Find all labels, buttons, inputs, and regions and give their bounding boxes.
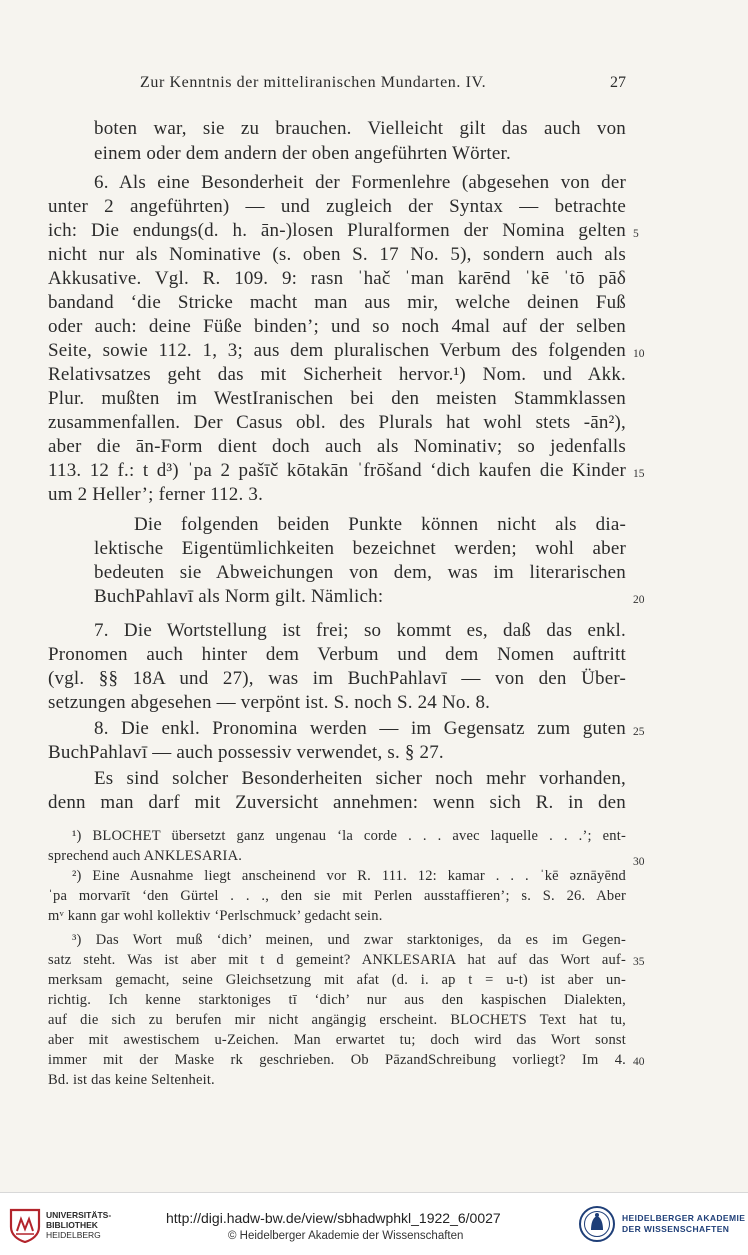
text-line: Seite, sowie 112. 1, 3; aus dem pluralischen Verbum des folgenden xyxy=(48,340,626,361)
text-line: lektische Eigentümlichkeiten bezeichnet werden; wohl aber xyxy=(94,538,626,559)
footnote-line: satz steht. Was ist aber mit t d gemeint? ANKLESARIA hat auf das Wort auf- xyxy=(48,952,626,968)
text-line: 8. Die enkl. Pronomina werden — im Gegensatz zum guten xyxy=(94,718,626,739)
text-line: einem oder dem andern der oben angeführten Wörter. xyxy=(94,143,511,164)
text-line: Es sind solcher Besonderheiten sicher noch mehr vorhanden, xyxy=(94,768,626,789)
text-line: oder auch: deine Füße binden’; und so noch 4mal auf der selben xyxy=(48,316,626,337)
library-shield-icon xyxy=(8,1207,42,1243)
text-line: BuchPahlavī — auch possessiv verwendet, s. § 27. xyxy=(48,742,444,763)
footnote-line: auf die sich zu berufen mir nicht angängig erscheint. BLOCHETS Text hat tu, xyxy=(48,1012,626,1028)
text-line: Plur. mußten im WestIranischen bei den meisten Stammklassen xyxy=(48,388,626,409)
footnote-line: ³) Das Wort muß ‘dich’ meinen, und zwar starktoniges, da es im Gegen- xyxy=(72,932,626,948)
line-number: 5 xyxy=(633,228,639,240)
copyright-notice: © Heidelberger Akademie der Wissenschaften xyxy=(228,1230,464,1242)
running-title: Zur Kenntnis der mitteliranischen Mundarten. IV. xyxy=(140,74,487,91)
footnote-line: merksam gemacht, seine Gleichsetzung mit afat (d. i. ap t = u-t) ist aber un- xyxy=(48,972,626,988)
footnote-line: sprechend auch ANKLESARIA. xyxy=(48,848,243,864)
text-line: 6. Als eine Besonderheit der Formenlehre (abgesehen von der xyxy=(94,172,626,193)
text-line: Pronomen auch hinter dem Verbum und dem Nomen auftritt xyxy=(48,644,626,665)
line-number: 25 xyxy=(633,726,645,738)
text-line: bandand ‘die Stricke macht man aus mir, welche deinen Fuß xyxy=(48,292,626,313)
permalink-url[interactable]: http://digi.hadw-bw.de/view/sbhadwphkl_1922_6/0027 xyxy=(166,1210,501,1226)
line-number: 40 xyxy=(633,1056,645,1068)
text-line: aber die ān-Form dient doch auch als Nominativ; so jedenfalls xyxy=(48,436,626,457)
text-line: um 2 Heller’; ferner 112. 3. xyxy=(48,484,264,505)
text-line: setzungen abgesehen — verpönt ist. S. noch S. 24 No. 8. xyxy=(48,692,491,713)
text-line: unter 2 angeführten) — und zugleich der Syntax — betrachte xyxy=(48,196,626,217)
text-line: BuchPahlavī als Norm gilt. Nämlich: xyxy=(94,586,384,607)
text-line: (vgl. §§ 18A und 27), was im BuchPahlavī — von den Über- xyxy=(48,668,626,689)
footnote-line: ²) Eine Ausnahme liegt anscheinend vor R. 111. 12: kamar . . . ˈkē əznāyēnd xyxy=(72,868,626,884)
academy-name: HEIDELBERGER AKADEMIE DER WISSENSCHAFTEN xyxy=(622,1213,746,1234)
text-line: Die folgenden beiden Punkte können nicht als dia- xyxy=(134,514,626,535)
footnote-line: mᵛ kann gar wohl kollektiv ‘Perlschmuck’ gedacht sein. xyxy=(48,908,383,924)
text-line: nicht nur als Nominative (s. oben S. 17 No. 5), sondern auch als xyxy=(48,244,626,265)
footnote-line: immer mit der Maske rk geschrieben. Ob PāzandSchreibung vorliegt? Im 4. xyxy=(48,1052,626,1068)
academy-seal-icon xyxy=(578,1205,616,1243)
library-name: UNIVERSITÄTS- BIBLIOTHEK HEIDELBERG xyxy=(46,1210,112,1240)
viewer-footer xyxy=(0,1192,748,1255)
text-line: ich: Die endungs(d. h. ān-)losen Pluralformen der Nomina gelten xyxy=(48,220,626,241)
text-line: bedeuten sie Abweichungen von dem, was im literarischen xyxy=(94,562,626,583)
line-number: 20 xyxy=(633,594,645,606)
text-line: Relativsatzes geht das mit Sicherheit hervor.¹) Nom. und Akk. xyxy=(48,364,626,385)
text-line: 113. 12 f.: t d³) ˈpa 2 pašīč kōtakān ˈfrōšand ‘dich kaufen die Kinder xyxy=(48,460,626,481)
footnote-line: Bd. ist das keine Seltenheit. xyxy=(48,1072,215,1088)
footnote-line: aber mit awestischem u-Zeichen. Man erwartet tu; doch wird das Wort sonst xyxy=(48,1032,626,1048)
footnote-line: ¹) BLOCHET übersetzt ganz ungenau ‘la corde . . . avec laquelle . . .’; ent- xyxy=(72,828,626,844)
line-number: 30 xyxy=(633,856,645,868)
text-line: Akkusative. Vgl. R. 109. 9: rasn ˈhač ˈman karēnd ˈkē ˈtō pāδ xyxy=(48,268,626,289)
line-number: 35 xyxy=(633,956,645,968)
line-number: 15 xyxy=(633,468,645,480)
text-line: 7. Die Wortstellung ist frei; so kommt es, daß das enkl. xyxy=(94,620,626,641)
page-number: 27 xyxy=(610,74,626,91)
text-line: zusammenfallen. Der Casus obl. des Plurals hat wohl stets -ān²), xyxy=(48,412,626,433)
footnote-line: ˈpa morvarīt ‘den Gürtel . . ., den sie mit Perlen ausstaffieren’; s. S. 26. Aber xyxy=(48,888,626,904)
page-header xyxy=(0,74,748,96)
text-line: denn man darf mit Zuversicht annehmen: wenn sich R. in den xyxy=(48,792,626,813)
text-line: boten war, sie zu brauchen. Vielleicht gilt das auch von xyxy=(94,118,626,139)
footnote-line: richtig. Ich kenne starktoniges tī ‘dich’ nur aus den kaspischen Dialekten, xyxy=(48,992,626,1008)
line-number: 10 xyxy=(633,348,645,360)
